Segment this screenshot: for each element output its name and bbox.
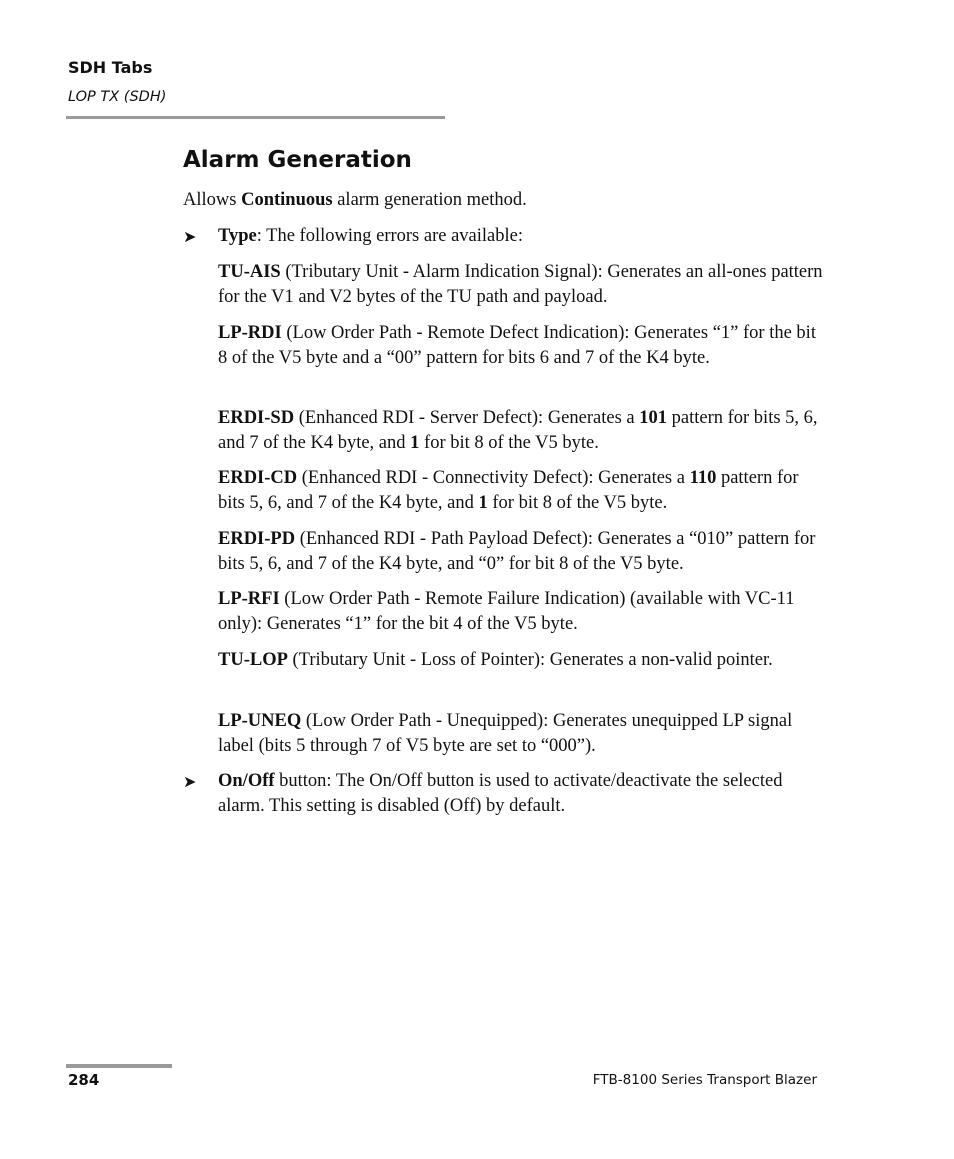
bit-value: 1 — [410, 432, 420, 453]
error-code: TU-AIS — [218, 262, 281, 282]
arrow-bullet-icon: ➤ — [183, 772, 197, 791]
type-bullet-text — [218, 224, 828, 249]
error-code: ERDI-PD — [218, 529, 296, 549]
arrow-bullet-icon: ➤ — [183, 227, 197, 246]
intro-paragraph — [183, 188, 823, 213]
product-name: FTB-8100 Series Transport Blazer — [592, 1072, 817, 1088]
error-item-lp-rdi — [218, 321, 828, 370]
error-code: TU-LOP — [218, 650, 288, 670]
footer-divider — [66, 1064, 172, 1068]
error-description: (Enhanced RDI - Connectivity Defect): Generates a — [297, 468, 690, 488]
error-description-continued: pattern for bits 5, 6, and 7 of the K4 byte, and — [218, 408, 818, 453]
bit-value: 1 — [478, 492, 488, 513]
error-description: (Low Order Path - Remote Failure Indication) (available with VC-11 only): Generates “1” for the bit 4 of the V5 byte. — [218, 589, 795, 634]
error-item-erdi-pd — [218, 527, 828, 576]
pattern-value: 101 — [639, 408, 667, 428]
onoff-bullet-description: button: The On/Off button is used to activate/deactivate the selected alarm. This setting is disabled (Off) by default. — [218, 771, 783, 816]
error-code: ERDI-SD — [218, 408, 295, 428]
error-item-tu-lop — [218, 648, 828, 673]
error-description: (Low Order Path - Remote Defect Indication): Generates “1” for the bit 8 of the V5 byte and a “00” pattern for bits 6 and 7 of the K4 byte. — [218, 323, 816, 368]
header-divider — [66, 116, 445, 119]
type-bullet-label: Type — [218, 226, 257, 246]
intro-method-name: Continuous — [241, 190, 333, 210]
error-description-end: for bit 8 of the V5 byte. — [419, 432, 599, 453]
section-heading: Alarm Generation — [183, 147, 412, 173]
onoff-bullet-text — [218, 769, 828, 818]
error-code: LP-UNEQ — [218, 711, 302, 731]
error-item-tu-ais — [218, 260, 828, 309]
onoff-bullet-label: On/Off — [218, 771, 275, 791]
error-item-erdi-sd — [218, 406, 828, 455]
error-description: (Enhanced RDI - Server Defect): Generates a — [294, 408, 640, 428]
error-description-end: for bit 8 of the V5 byte. — [487, 492, 668, 513]
error-description: (Tributary Unit - Alarm Indication Signal): Generates an all-ones pattern for the V1 and V2 bytes of the TU path and payload. — [218, 262, 823, 307]
error-description-continued: pattern for bits 5, 6, and 7 of the K4 byte, and — [218, 468, 799, 513]
type-bullet-description: : The following errors are available: — [256, 226, 523, 246]
error-item-lp-uneq — [218, 709, 828, 758]
error-code: LP-RFI — [218, 589, 280, 609]
intro-text-after: alarm generation method. — [332, 190, 527, 210]
running-header-section: SDH Tabs — [68, 58, 153, 77]
error-description: (Tributary Unit - Loss of Pointer): Generates a non-valid pointer. — [287, 650, 773, 670]
error-code: ERDI-CD — [218, 468, 298, 488]
error-description: (Low Order Path - Unequipped): Generates unequipped LP signal label (bits 5 through 7 of V5 byte are set to “000”). — [218, 711, 793, 756]
page-number: 284 — [68, 1071, 100, 1089]
error-code: LP-RDI — [218, 323, 282, 343]
pattern-value: 110 — [689, 468, 717, 488]
running-header-subsection: LOP TX (SDH) — [68, 89, 167, 105]
error-item-erdi-cd — [218, 466, 828, 515]
error-description: (Enhanced RDI - Path Payload Defect): Generates a “010” pattern for bits 5, 6, and 7 of the K4 byte, and “0” for bit 8 of the V5 byte. — [218, 529, 816, 574]
error-item-lp-rfi — [218, 587, 828, 636]
intro-text-before: Allows — [183, 190, 242, 210]
